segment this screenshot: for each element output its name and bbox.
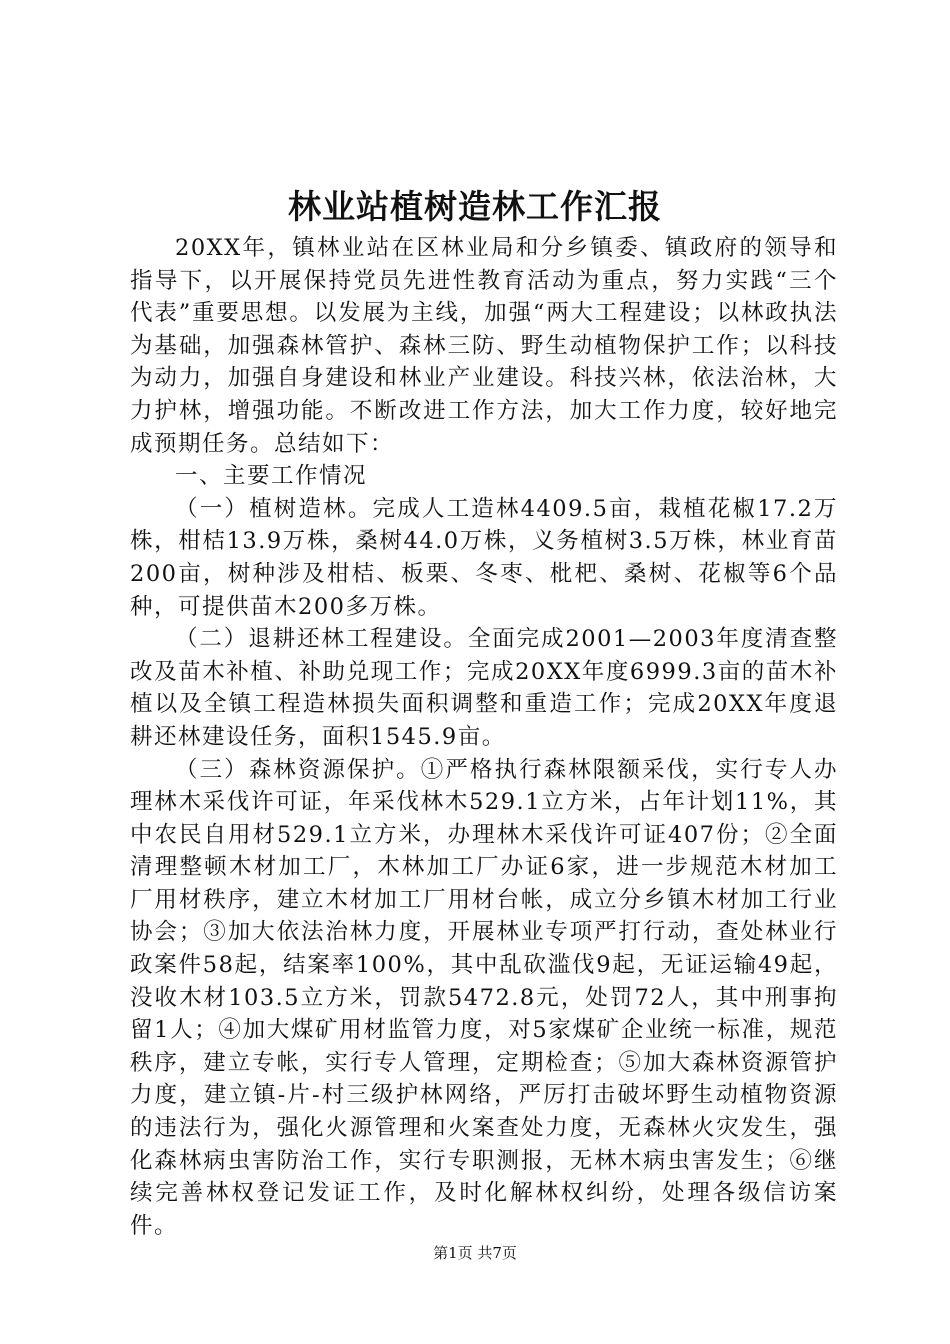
paragraph-afforestation: （一）植树造林。完成人工造林4409.5亩，栽植花椒17.2万株，柑桔13.9万株，桑树44.0万株，义务植树3.5万株，林业育苗200亩，树种涉及柑桔、板栗、冬枣、枇杷、桑树、花椒等6个品种，可提供苗木200多万株。 <box>130 495 838 620</box>
section-heading-main-work: 一、主要工作情况 <box>175 463 368 490</box>
paragraph-intro: 20XX年，镇林业站在区林业局和分乡镇委、镇政府的领导和指导下，以开展保持党员先进性教育活动为重点，努力实践“三个代表”重要思想。以发展为主线，加强“两大工程建设；以林政执法为基础，加强森林管护、森林三防、野生动植物保护工作；以科技为动力，加强自身建设和林业产业建设。科技兴林，依法治林，大力护林，增强功能。不断改进工作方法，加大工作力度，较好地完成预期任务。总结如下： <box>130 235 838 457</box>
paragraph-forest-protection: （三）森林资源保护。①严格执行森林限额采伐，实行专人办理林木采伐许可证，年采伐林木529.1立方米，占年计划11%，其中农民自用材529.1立方米，办理林木采伐许可证407份；②全面清理整顿木材加工厂，木林加工厂办证6家，进一步规范木材加工厂用材秩序，建立木材加工厂用材台帐，成立分乡镇木材加工行业协会；③加大依法治林力度，开展林业专项严打行动，查处林业行政案件58起，结案率100%，其中乱砍滥伐9起，无证运输49起，没收木材103.5立方米，罚款5472.8元，处罚72人，其中刑事拘留1人；④加大煤矿用材监管力度，对5家煤矿企业统一标准，规范秩序，建立专帐，实行专人管理，定期检查；⑤加大森林资源管护力度，建立镇-片-村三级护林网络，严厉打击破坏野生动植物资源的违法行为，强化火源管理和火案查处力度，无森林火灾发生，强化森林病虫害防治工作，实行专职测报，无林木病虫害发生；⑥继续完善林权登记发证工作，及时化解林权纠纷，处理各级信访案件。 <box>130 756 838 1239</box>
page-footer: 第1页 共7页 <box>433 1244 517 1262</box>
document-body <box>130 232 838 1242</box>
paragraph-returning-farmland: （二）退耕还林工程建设。全面完成2001—2003年度清查整改及苗木补植、补助兑现工作；完成20XX年度6999.3亩的苗木补植以及全镇工程造林损失面积调整和重造工作；完成20XX年度退耕还林建设任务，面积1545.9亩。 <box>130 626 838 750</box>
document-title: 林业站植树造林工作汇报 <box>288 187 662 226</box>
